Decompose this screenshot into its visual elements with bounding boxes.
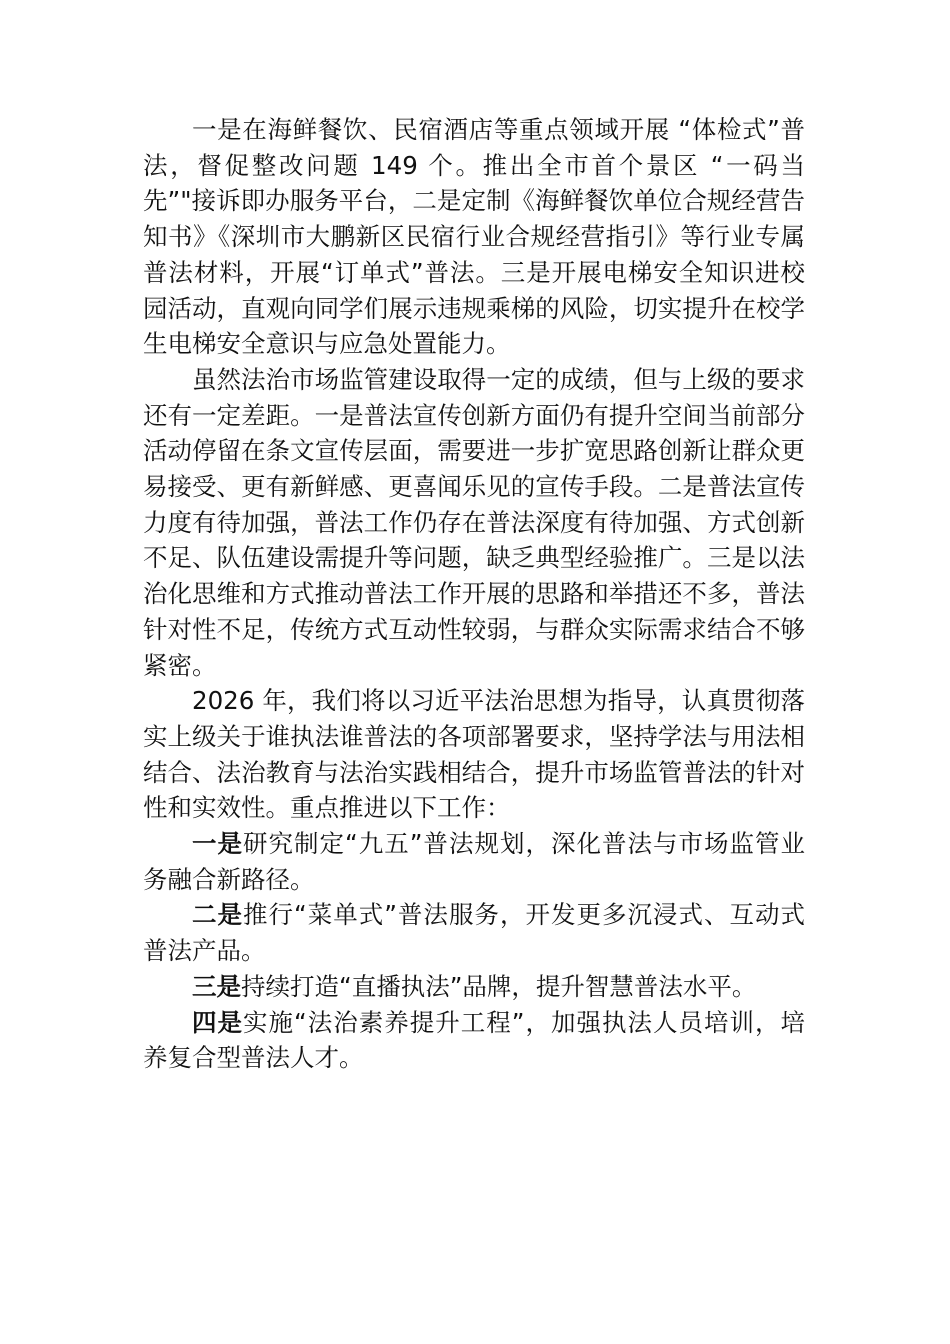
task-text-4: 实施“法治素养提升工程”，加强执法人员培训，培养复合型普法人才。 [143,1007,805,1073]
paragraph-2026-plan: 2026 年，我们将以习近平法治思想为指导，认真贯彻落实上级关于谁执法谁普法的各项部署要求，坚持学法与用法相结合、法治教育与法治实践相结合，提升市场监管普法的针对性和实效性。重点推进以下工作： [143,686,805,823]
paragraph-shortcomings: 虽然法治市场监管建设取得一定的成绩，但与上级的要求还有一定差距。一是普法宣传创新方面仍有提升空间当前部分活动停留在条文宣传层面，需要进一步扩宽思路创新让群众更易接受、更有新鲜感、更喜闻乐见的宣传手段。二是普法宣传力度有待加强，普法工作仍存在普法深度有待加强、方式创新不足、队伍建设需提升等问题，缺乏典型经验推广。三是以法治化思维和方式推动普法工作开展的思路和举措还不多，普法针对性不足，传统方式互动性较弱，与群众实际需求结合不够紧密。 [143,364,805,680]
task-item-1 [143,826,805,897]
task-text-1: 研究制定“九五”普法规划，深化普法与市场监管业务融合新路径。 [143,829,805,894]
paragraph-work-measures: 一是在海鲜餐饮、民宿酒店等重点领域开展 “体检式”普法，督促整改问题 149 个。推出全市首个景区 “一码当先”"接诉即办服务平台，二是定制《海鲜餐饮单位合规经营告知书》《深圳市大鹏新区民宿行业合规经营指引》等行业专属普法材料，开展“订单式”普法。三是开展电梯安全知识进校园活动，直观向同学们展示违规乘梯的风险，切实提升在校学生电梯安全意识与应急处置能力。 [143,115,805,359]
document-body [143,112,805,1076]
task-item-3 [143,969,805,1005]
task-lead-4: 四是 [192,1007,244,1037]
task-item-2 [143,897,805,968]
task-text-3: 持续打造“直播执法”品牌，提升智慧普法水平。 [241,971,757,1001]
task-item-4 [143,1005,805,1076]
task-lead-2: 二是 [192,900,244,930]
task-text-2: 推行“菜单式”普法服务，开发更多沉浸式、互动式普法产品。 [143,900,805,966]
task-lead-3: 三是 [192,971,241,1001]
task-lead-1: 一是 [192,829,244,859]
